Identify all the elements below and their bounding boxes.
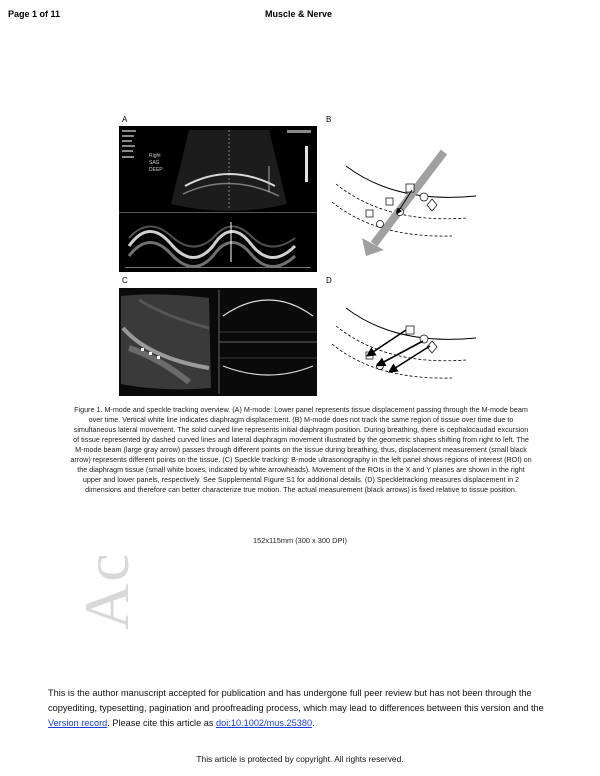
notice-text-after: . bbox=[312, 718, 315, 728]
panel-a-mmode-image bbox=[119, 126, 317, 272]
doi-link[interactable]: doi:10.1002/mus.25380 bbox=[216, 718, 313, 728]
journal-title: Muscle & Nerve bbox=[265, 9, 333, 19]
version-record-link[interactable]: Version record bbox=[48, 718, 108, 728]
panel-label-c: C bbox=[122, 276, 128, 285]
overlay-sag: SAG bbox=[149, 160, 160, 166]
panel-label-d: D bbox=[326, 276, 332, 285]
copyright-footer: This article is protected by copyright. All rights reserved. bbox=[196, 754, 404, 764]
panel-label-b: B bbox=[326, 115, 332, 124]
panel-c-speckle-image bbox=[119, 288, 317, 396]
panel-b-schematic bbox=[326, 126, 476, 274]
panel-label-a: A bbox=[122, 115, 128, 124]
panel-d-schematic bbox=[326, 288, 476, 398]
notice-text-middle: . Please cite this article as bbox=[107, 718, 217, 728]
overlay-deep: DEEP bbox=[149, 167, 163, 173]
manuscript-notice bbox=[48, 686, 558, 731]
notice-text-before: This is the author manuscript accepted for publication and has undergone full peer review but has not been through the copyediting, typesetting, pagination and proofreading process, which may lead to differences between this version and the bbox=[48, 688, 544, 713]
overlay-right: Right bbox=[149, 153, 161, 159]
page-number: Page 1 of 11 bbox=[8, 9, 61, 19]
figure-dimensions: 152x115mm (300 x 300 DPI) bbox=[253, 536, 347, 545]
accepted-watermark: Ac bbox=[71, 551, 142, 630]
figure-caption: Figure 1. M-mode and speckle tracking overview. (A) M-mode: Lower panel represents tissue displacement passing through the M-mode beam over time. Vertical white line indicates diaphragm displacement. (B) M-mode does not track the same region of tissue over time due to simultaneous lateral movement. The solid curved line represents initial diaphragm position. During breathing, there is cephalocaudad excursion of tissue represented by dashed curved lines and lateral diaphragm movement illustrated by the geometric shapes shifting from right to left. The M-mode beam (large gray arrow) passes through different points on the tissue during breathing, thus, displacement measurement (small black arrow) represents different points on the tissue. (C) Speckle tracking: B-mode ultrasonography in the left panel shows regions of interest (ROI) on the diaphragm tissue (small white boxes, indicated by white arrowheads). Movement of the ROIs in the X and Y planes are shown in the right upper and lower panels, respectively. See Supplemental Figure S1 for additional details. (D) Speckletracking measures displacement in 2 dimensions and therefore can better characterize true motion. The actual measurement (black arrows) is fixed relative to tissue position. bbox=[70, 405, 532, 494]
